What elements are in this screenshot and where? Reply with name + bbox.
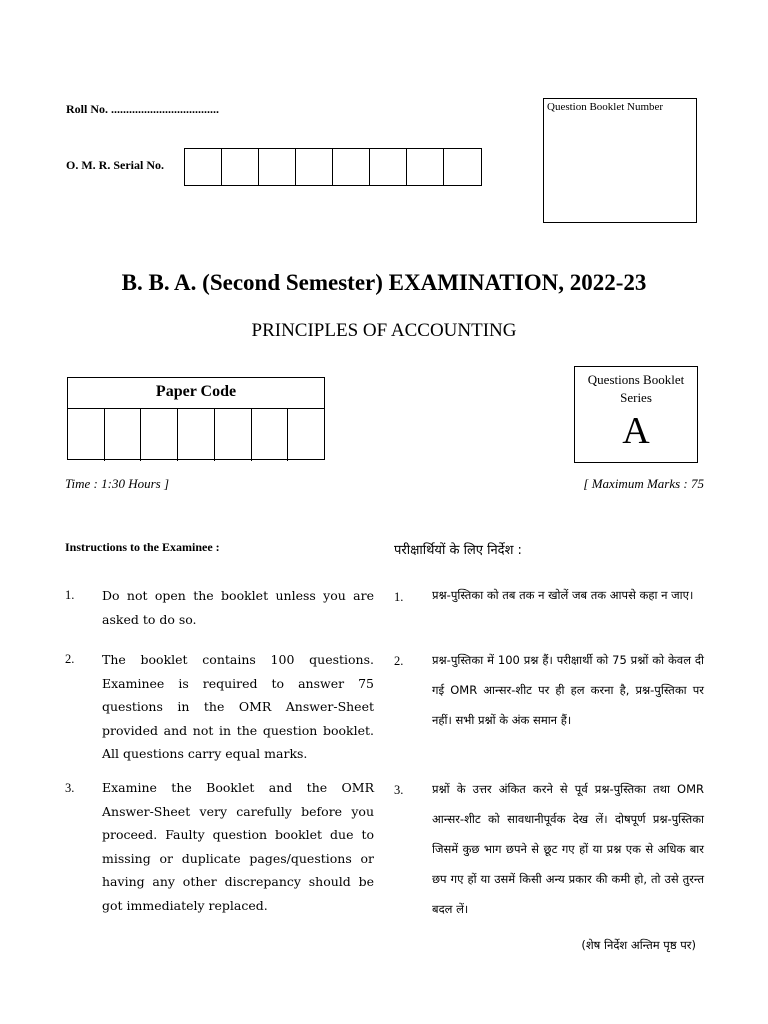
remaining-instructions-note: (शेष निर्देश अन्तिम पृष्ठ पर) <box>581 938 696 952</box>
omr-box <box>370 149 407 185</box>
omr-box <box>259 149 296 185</box>
instructions-heading-hindi: परीक्षार्थियों के लिए निर्देश : <box>394 543 522 558</box>
omr-box <box>185 149 222 185</box>
paper-code-cell <box>252 409 289 461</box>
omr-serial-boxes <box>184 148 482 186</box>
instruction-hi-1: प्रश्न-पुस्तिका को तब तक न खोलें जब तक आपसे कहा न जाए। <box>432 588 694 602</box>
series-label-line1: Questions Booklet <box>587 372 685 387</box>
paper-code-cell <box>178 409 215 461</box>
omr-box <box>222 149 259 185</box>
roll-number-field: Roll No. .................................... <box>66 102 219 116</box>
maximum-marks: [ Maximum Marks : 75 <box>583 476 704 491</box>
instruction-hi-3: प्रश्नों के उत्तर अंकित करने से पूर्व प्रश्न-पुस्तिका तथा OMR आन्सर-शीट को सावधानीपूर्वक देख लें। दोषपूर्ण प्रश्न-पुस्तिका जिसमें कुछ भाग छपने से छूट गए हों या प्रश्न एक से अधिक बार छप गए हों या उसमें किसी अन्य प्रकार की कमी हो, तो उसे तुरन्त बदल लें। <box>432 782 704 916</box>
exam-time: Time : 1:30 Hours ] <box>65 476 170 491</box>
omr-box <box>407 149 444 185</box>
paper-code-cell <box>105 409 142 461</box>
instruction-en-3: Examine the Booklet and the OMR Answer-Sheet very carefully before you proceed. Faulty question booklet due to missing or duplicate pages/questions or having any other discrepancy should be got immediately replaced. <box>102 780 374 913</box>
series-letter: A <box>622 410 650 452</box>
series-label-line2: Series <box>620 390 652 405</box>
omr-serial-label: O. M. R. Serial No. <box>66 158 164 172</box>
paper-code-box <box>67 377 325 460</box>
instruction-number-hi-1: 1. <box>394 590 404 604</box>
instruction-number-hi-2: 2. <box>394 654 404 668</box>
paper-code-cell <box>68 409 105 461</box>
exam-title: B. B. A. (Second Semester) EXAMINATION, 2022-23 <box>121 270 647 295</box>
paper-code-cell <box>288 409 324 461</box>
omr-box <box>333 149 370 185</box>
question-booklet-number-box <box>543 98 697 223</box>
subject-title: PRINCIPLES OF ACCOUNTING <box>251 320 517 341</box>
omr-box <box>296 149 333 185</box>
instruction-en-2: The booklet contains 100 questions. Examinee is required to answer 75 questions in the OMR Answer-Sheet provided and not in the question booklet. All questions carry equal marks. <box>102 652 374 761</box>
instructions-heading-english: Instructions to the Examinee : <box>65 540 220 554</box>
paper-code-cell <box>215 409 252 461</box>
paper-code-cell <box>141 409 178 461</box>
instruction-number-en-1: 1. <box>65 588 75 602</box>
omr-box <box>444 149 481 185</box>
instruction-number-hi-3: 3. <box>394 783 404 797</box>
booklet-series-box <box>574 366 698 463</box>
paper-code-label: Paper Code <box>68 378 324 409</box>
instruction-hi-2: प्रश्न-पुस्तिका में 100 प्रश्न हैं। परीक्षार्थी को 75 प्रश्नों को केवल दी गई OMR आन्सर-शीट पर ही हल करना है, प्रश्न-पुस्तिका पर नहीं। सभी प्रश्नों के अंक समान हैं। <box>432 653 704 727</box>
instruction-number-en-2: 2. <box>65 652 75 666</box>
instruction-en-1: Do not open the booklet unless you are asked to do so. <box>102 588 374 627</box>
instruction-number-en-3: 3. <box>65 781 75 795</box>
question-booklet-number-label: Question Booklet Number <box>547 101 664 113</box>
